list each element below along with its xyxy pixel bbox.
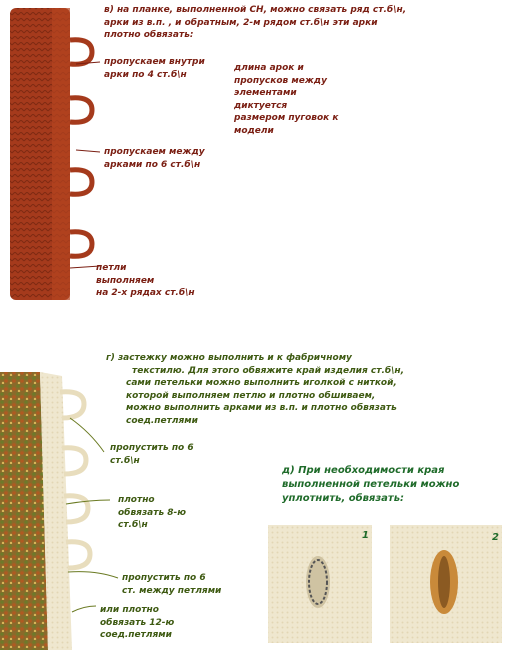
text-line: плотно: [118, 495, 155, 505]
label-loops: [96, 262, 195, 300]
photo-2-number: 2: [492, 532, 499, 543]
text-line: арки из в.п. , и обратным, 2-м рядом ст.б\н эти арки: [104, 17, 378, 28]
text-line: можно выполнить арками из в.п. и плотно обвязать: [126, 403, 397, 413]
photo-2-buttonhole: [390, 525, 502, 643]
text-line: диктуется: [234, 100, 288, 111]
label-skip-6: [110, 442, 194, 467]
section-g-intro: [106, 352, 404, 427]
label-between-arches: [104, 146, 205, 171]
text-line: ст.б\н: [118, 520, 148, 530]
red-strip-loops: [70, 40, 92, 257]
label-tight-8: [118, 494, 186, 532]
text-line: ст.б\н: [110, 455, 140, 466]
text-line: арками по 6 ст.б\н: [104, 159, 201, 170]
label-skip-6-loops: [122, 572, 221, 597]
text-line: петли: [96, 263, 127, 273]
text-line: соед.петлями: [126, 415, 198, 426]
text-line: пропустить по 6: [110, 443, 194, 453]
red-pointer-lines: [70, 62, 100, 268]
section-v-intro: [104, 4, 406, 42]
label-or-12: [100, 604, 174, 642]
text-line: ст. между петлями: [122, 585, 222, 596]
text-line: пропустить по 6: [122, 573, 206, 583]
text-line: обвязать 12-ю: [100, 617, 175, 628]
text-line: модели: [234, 125, 274, 136]
text-line: на 2-х рядах ст.б\н: [96, 288, 195, 298]
multicolor-crochet-strip: [0, 372, 72, 650]
text-line: текстилю. Для этого обвяжите край изделия ст.б\н,: [132, 365, 405, 376]
photo-1-number: 1: [362, 530, 369, 541]
text-line: соед.петлями: [100, 630, 172, 640]
text-line: или плотно: [100, 605, 159, 615]
text-line: размером пуговок к: [234, 113, 339, 123]
text-line: которой выполняем петлю и плотно обшиваем,: [126, 390, 376, 401]
text-line: арки по 4 ст.б\н: [104, 69, 187, 80]
text-line: выполненной петельки можно: [282, 479, 460, 490]
red-crochet-strip: [10, 8, 70, 300]
label-inside-arch: [104, 56, 205, 81]
text-line: элементами: [234, 88, 297, 98]
text-line: пропускаем внутри: [104, 57, 205, 67]
text-line: в) на планке, выполненной СН, можно связать ряд ст.б\н,: [104, 5, 407, 15]
text-line: выполняем: [96, 275, 155, 286]
text-line: сами петельки можно выполнить иголкой с ниткой,: [126, 378, 397, 388]
text-line: плотно обвязать:: [104, 30, 194, 40]
text-line: уплотнить, обвязать:: [282, 493, 405, 504]
text-line: д) При необходимости края: [282, 465, 445, 476]
text-line: обвязать 8-ю: [118, 507, 187, 518]
note-arch-length: [234, 62, 339, 137]
text-line: пропускаем между: [104, 147, 205, 157]
text-line: пропусков между: [234, 75, 327, 86]
text-line: длина арок и: [234, 63, 304, 73]
photo-1-buttonhole: [268, 525, 372, 643]
section-d-intro: [282, 464, 459, 506]
text-line: г) застежку можно выполнить и к фабричному: [106, 353, 352, 363]
